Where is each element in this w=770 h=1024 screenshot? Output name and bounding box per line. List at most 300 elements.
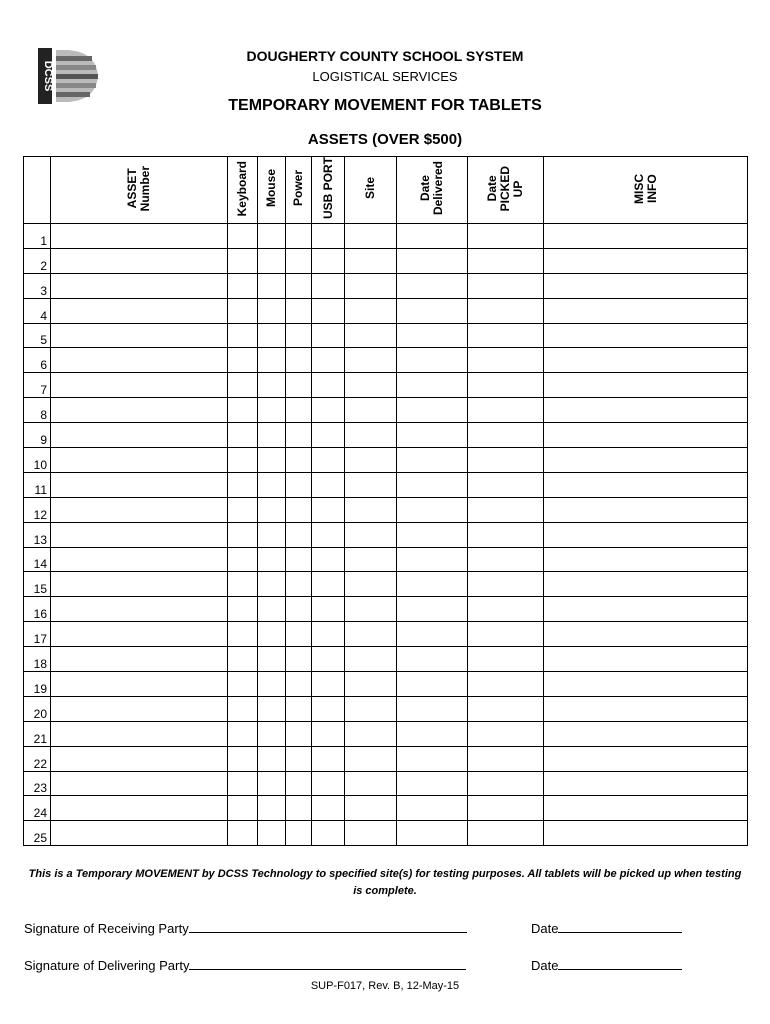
cell-picked[interactable] bbox=[468, 647, 544, 672]
cell-usb[interactable] bbox=[312, 696, 345, 721]
cell-keyboard[interactable] bbox=[228, 746, 258, 771]
cell-misc[interactable] bbox=[544, 647, 748, 672]
row-number: 7 bbox=[24, 373, 51, 398]
cell-picked[interactable] bbox=[468, 472, 544, 497]
cell-keyboard[interactable] bbox=[228, 398, 258, 423]
cell-keyboard[interactable] bbox=[228, 248, 258, 273]
cell-asset[interactable] bbox=[51, 771, 228, 796]
cell-delivered[interactable] bbox=[397, 696, 468, 721]
cell-picked[interactable] bbox=[468, 622, 544, 647]
cell-mouse[interactable] bbox=[258, 622, 286, 647]
cell-misc[interactable] bbox=[544, 298, 748, 323]
cell-power[interactable] bbox=[286, 224, 312, 249]
cell-delivered[interactable] bbox=[397, 298, 468, 323]
cell-site[interactable] bbox=[345, 696, 397, 721]
cell-usb[interactable] bbox=[312, 597, 345, 622]
cell-picked[interactable] bbox=[468, 348, 544, 373]
cell-usb[interactable] bbox=[312, 298, 345, 323]
table-row bbox=[24, 547, 748, 572]
receiving-signature-label: Signature of Receiving Party bbox=[24, 921, 189, 936]
cell-mouse[interactable] bbox=[258, 298, 286, 323]
cell-power[interactable] bbox=[286, 472, 312, 497]
table-row bbox=[24, 298, 748, 323]
cell-keyboard[interactable] bbox=[228, 423, 258, 448]
cell-picked[interactable] bbox=[468, 273, 544, 298]
cell-site[interactable] bbox=[345, 622, 397, 647]
table-row bbox=[24, 273, 748, 298]
cell-keyboard[interactable] bbox=[228, 796, 258, 821]
cell-site[interactable] bbox=[345, 248, 397, 273]
form-footer: SUP-F017, Rev. B, 12-May-15 bbox=[310, 980, 460, 992]
cell-mouse[interactable] bbox=[258, 547, 286, 572]
row-number: 9 bbox=[24, 423, 51, 448]
cell-mouse[interactable] bbox=[258, 796, 286, 821]
cell-misc[interactable] bbox=[544, 572, 748, 597]
cell-delivered[interactable] bbox=[397, 348, 468, 373]
cell-power[interactable] bbox=[286, 448, 312, 473]
cell-misc[interactable] bbox=[544, 472, 748, 497]
cell-delivered[interactable] bbox=[397, 721, 468, 746]
cell-picked[interactable] bbox=[468, 746, 544, 771]
row-number: 18 bbox=[24, 647, 51, 672]
cell-keyboard[interactable] bbox=[228, 672, 258, 697]
cell-keyboard[interactable] bbox=[228, 298, 258, 323]
cell-mouse[interactable] bbox=[258, 597, 286, 622]
cell-asset[interactable] bbox=[51, 224, 228, 249]
cell-delivered[interactable] bbox=[397, 224, 468, 249]
cell-asset[interactable] bbox=[51, 348, 228, 373]
cell-usb[interactable] bbox=[312, 423, 345, 448]
row-number: 3 bbox=[24, 273, 51, 298]
receiving-date-line[interactable] bbox=[558, 920, 682, 933]
cell-power[interactable] bbox=[286, 771, 312, 796]
cell-delivered[interactable] bbox=[397, 622, 468, 647]
cell-picked[interactable] bbox=[468, 373, 544, 398]
cell-mouse[interactable] bbox=[258, 348, 286, 373]
cell-power[interactable] bbox=[286, 348, 312, 373]
table-row bbox=[24, 472, 748, 497]
cell-site[interactable] bbox=[345, 298, 397, 323]
cell-keyboard[interactable] bbox=[228, 224, 258, 249]
cell-site[interactable] bbox=[345, 821, 397, 846]
cell-asset[interactable] bbox=[51, 373, 228, 398]
cell-mouse[interactable] bbox=[258, 771, 286, 796]
row-number: 25 bbox=[24, 821, 51, 846]
cell-usb[interactable] bbox=[312, 746, 345, 771]
cell-misc[interactable] bbox=[544, 497, 748, 522]
table-row bbox=[24, 672, 748, 697]
column-label-asset: ASSET Number bbox=[125, 165, 152, 212]
cell-usb[interactable] bbox=[312, 224, 345, 249]
cell-keyboard[interactable] bbox=[228, 497, 258, 522]
table-row bbox=[24, 448, 748, 473]
cell-site[interactable] bbox=[345, 273, 397, 298]
cell-power[interactable] bbox=[286, 398, 312, 423]
cell-asset[interactable] bbox=[51, 398, 228, 423]
delivering-date-field[interactable] bbox=[531, 957, 682, 973]
cell-site[interactable] bbox=[345, 522, 397, 547]
delivering-signature-line[interactable] bbox=[189, 957, 466, 970]
row-number: 16 bbox=[24, 597, 51, 622]
cell-mouse[interactable] bbox=[258, 248, 286, 273]
column-header-picked bbox=[468, 157, 544, 224]
cell-site[interactable] bbox=[345, 672, 397, 697]
cell-keyboard[interactable] bbox=[228, 821, 258, 846]
table-row bbox=[24, 821, 748, 846]
cell-site[interactable] bbox=[345, 597, 397, 622]
cell-keyboard[interactable] bbox=[228, 647, 258, 672]
cell-site[interactable] bbox=[345, 547, 397, 572]
row-number: 17 bbox=[24, 622, 51, 647]
column-header-usb bbox=[312, 157, 345, 224]
cell-keyboard[interactable] bbox=[228, 348, 258, 373]
cell-power[interactable] bbox=[286, 547, 312, 572]
cell-usb[interactable] bbox=[312, 248, 345, 273]
cell-power[interactable] bbox=[286, 746, 312, 771]
row-number: 1 bbox=[24, 224, 51, 249]
cell-site[interactable] bbox=[345, 448, 397, 473]
row-number: 8 bbox=[24, 398, 51, 423]
cell-misc[interactable] bbox=[544, 547, 748, 572]
cell-usb[interactable] bbox=[312, 448, 345, 473]
cell-delivered[interactable] bbox=[397, 771, 468, 796]
cell-power[interactable] bbox=[286, 672, 312, 697]
cell-keyboard[interactable] bbox=[228, 597, 258, 622]
cell-delivered[interactable] bbox=[397, 373, 468, 398]
table-row bbox=[24, 522, 748, 547]
table-row bbox=[24, 746, 748, 771]
cell-picked[interactable] bbox=[468, 248, 544, 273]
cell-usb[interactable] bbox=[312, 348, 345, 373]
cell-keyboard[interactable] bbox=[228, 696, 258, 721]
cell-usb[interactable] bbox=[312, 721, 345, 746]
cell-picked[interactable] bbox=[468, 398, 544, 423]
cell-power[interactable] bbox=[286, 323, 312, 348]
cell-misc[interactable] bbox=[544, 821, 748, 846]
cell-asset[interactable] bbox=[51, 472, 228, 497]
table-row bbox=[24, 647, 748, 672]
table-row bbox=[24, 323, 748, 348]
cell-misc[interactable] bbox=[544, 622, 748, 647]
table-row bbox=[24, 771, 748, 796]
cell-mouse[interactable] bbox=[258, 497, 286, 522]
org-name: DOUGHERTY COUNTY SCHOOL SYSTEM bbox=[246, 48, 524, 64]
cell-asset[interactable] bbox=[51, 597, 228, 622]
cell-picked[interactable] bbox=[468, 572, 544, 597]
cell-picked[interactable] bbox=[468, 821, 544, 846]
cell-asset[interactable] bbox=[51, 248, 228, 273]
cell-asset[interactable] bbox=[51, 547, 228, 572]
cell-mouse[interactable] bbox=[258, 323, 286, 348]
column-label-picked: Date PICKED UP bbox=[485, 165, 525, 212]
cell-keyboard[interactable] bbox=[228, 547, 258, 572]
cell-power[interactable] bbox=[286, 647, 312, 672]
receiving-date-field[interactable] bbox=[531, 920, 682, 936]
cell-asset[interactable] bbox=[51, 796, 228, 821]
cell-power[interactable] bbox=[286, 298, 312, 323]
cell-delivered[interactable] bbox=[397, 572, 468, 597]
cell-power[interactable] bbox=[286, 248, 312, 273]
cell-delivered[interactable] bbox=[397, 248, 468, 273]
cell-keyboard[interactable] bbox=[228, 572, 258, 597]
cell-delivered[interactable] bbox=[397, 448, 468, 473]
column-header-delivered bbox=[397, 157, 468, 224]
cell-power[interactable] bbox=[286, 696, 312, 721]
row-number: 10 bbox=[24, 448, 51, 473]
cell-delivered[interactable] bbox=[397, 497, 468, 522]
cell-site[interactable] bbox=[345, 224, 397, 249]
cell-site[interactable] bbox=[345, 796, 397, 821]
cell-power[interactable] bbox=[286, 821, 312, 846]
column-header-keyboard bbox=[228, 157, 258, 224]
cell-mouse[interactable] bbox=[258, 423, 286, 448]
column-header-asset bbox=[51, 157, 228, 224]
temporary-movement-note: This is a Temporary MOVEMENT by DCSS Technology to specified site(s) for testing purposes. All tablets will be picked up when testing is complete. bbox=[28, 868, 742, 897]
cell-mouse[interactable] bbox=[258, 398, 286, 423]
table-row bbox=[24, 597, 748, 622]
cell-keyboard[interactable] bbox=[228, 771, 258, 796]
cell-delivered[interactable] bbox=[397, 672, 468, 697]
table-row bbox=[24, 721, 748, 746]
cell-power[interactable] bbox=[286, 373, 312, 398]
cell-delivered[interactable] bbox=[397, 647, 468, 672]
cell-delivered[interactable] bbox=[397, 821, 468, 846]
cell-misc[interactable] bbox=[544, 448, 748, 473]
cell-site[interactable] bbox=[345, 721, 397, 746]
delivering-signature-field[interactable] bbox=[24, 957, 466, 973]
cell-misc[interactable] bbox=[544, 746, 748, 771]
cell-misc[interactable] bbox=[544, 771, 748, 796]
cell-mouse[interactable] bbox=[258, 746, 286, 771]
column-label-power: Power bbox=[291, 170, 305, 207]
column-header-misc bbox=[544, 157, 748, 224]
cell-asset[interactable] bbox=[51, 672, 228, 697]
cell-site[interactable] bbox=[345, 472, 397, 497]
cell-mouse[interactable] bbox=[258, 721, 286, 746]
cell-picked[interactable] bbox=[468, 597, 544, 622]
cell-usb[interactable] bbox=[312, 273, 345, 298]
cell-misc[interactable] bbox=[544, 721, 748, 746]
cell-usb[interactable] bbox=[312, 771, 345, 796]
cell-site[interactable] bbox=[345, 746, 397, 771]
cell-misc[interactable] bbox=[544, 323, 748, 348]
cell-mouse[interactable] bbox=[258, 572, 286, 597]
row-number: 14 bbox=[24, 547, 51, 572]
cell-misc[interactable] bbox=[544, 796, 748, 821]
cell-usb[interactable] bbox=[312, 622, 345, 647]
table-row bbox=[24, 224, 748, 249]
receiving-signature-field[interactable] bbox=[24, 920, 467, 936]
cell-asset[interactable] bbox=[51, 647, 228, 672]
cell-misc[interactable] bbox=[544, 423, 748, 448]
cell-mouse[interactable] bbox=[258, 273, 286, 298]
cell-asset[interactable] bbox=[51, 746, 228, 771]
cell-keyboard[interactable] bbox=[228, 323, 258, 348]
cell-usb[interactable] bbox=[312, 647, 345, 672]
cell-usb[interactable] bbox=[312, 522, 345, 547]
cell-misc[interactable] bbox=[544, 348, 748, 373]
cell-picked[interactable] bbox=[468, 522, 544, 547]
row-number: 2 bbox=[24, 248, 51, 273]
cell-site[interactable] bbox=[345, 398, 397, 423]
cell-delivered[interactable] bbox=[397, 597, 468, 622]
row-number: 12 bbox=[24, 497, 51, 522]
cell-site[interactable] bbox=[345, 771, 397, 796]
cell-mouse[interactable] bbox=[258, 448, 286, 473]
cell-usb[interactable] bbox=[312, 672, 345, 697]
row-number: 21 bbox=[24, 721, 51, 746]
cell-asset[interactable] bbox=[51, 821, 228, 846]
table-header-row bbox=[24, 157, 748, 224]
cell-delivered[interactable] bbox=[397, 273, 468, 298]
cell-asset[interactable] bbox=[51, 298, 228, 323]
cell-usb[interactable] bbox=[312, 796, 345, 821]
cell-site[interactable] bbox=[345, 323, 397, 348]
cell-site[interactable] bbox=[345, 373, 397, 398]
cell-site[interactable] bbox=[345, 348, 397, 373]
cell-picked[interactable] bbox=[468, 224, 544, 249]
cell-asset[interactable] bbox=[51, 622, 228, 647]
cell-power[interactable] bbox=[286, 721, 312, 746]
cell-delivered[interactable] bbox=[397, 522, 468, 547]
cell-mouse[interactable] bbox=[258, 373, 286, 398]
cell-power[interactable] bbox=[286, 522, 312, 547]
cell-usb[interactable] bbox=[312, 572, 345, 597]
column-label-site: Site bbox=[363, 177, 377, 200]
table-row bbox=[24, 248, 748, 273]
cell-usb[interactable] bbox=[312, 821, 345, 846]
column-header-num bbox=[24, 157, 51, 224]
cell-delivered[interactable] bbox=[397, 423, 468, 448]
cell-keyboard[interactable] bbox=[228, 622, 258, 647]
cell-power[interactable] bbox=[286, 423, 312, 448]
table-row bbox=[24, 373, 748, 398]
cell-mouse[interactable] bbox=[258, 472, 286, 497]
cell-misc[interactable] bbox=[544, 398, 748, 423]
table-row bbox=[24, 348, 748, 373]
cell-power[interactable] bbox=[286, 796, 312, 821]
cell-delivered[interactable] bbox=[397, 547, 468, 572]
table-row bbox=[24, 497, 748, 522]
cell-power[interactable] bbox=[286, 622, 312, 647]
cell-mouse[interactable] bbox=[258, 647, 286, 672]
cell-picked[interactable] bbox=[468, 696, 544, 721]
cell-asset[interactable] bbox=[51, 721, 228, 746]
row-number: 15 bbox=[24, 572, 51, 597]
cell-asset[interactable] bbox=[51, 497, 228, 522]
cell-delivered[interactable] bbox=[397, 323, 468, 348]
cell-picked[interactable] bbox=[468, 298, 544, 323]
cell-asset[interactable] bbox=[51, 323, 228, 348]
cell-usb[interactable] bbox=[312, 323, 345, 348]
receiving-date-label: Date bbox=[531, 921, 559, 936]
row-number: 22 bbox=[24, 746, 51, 771]
cell-picked[interactable] bbox=[468, 423, 544, 448]
cell-keyboard[interactable] bbox=[228, 472, 258, 497]
cell-picked[interactable] bbox=[468, 721, 544, 746]
cell-delivered[interactable] bbox=[397, 796, 468, 821]
cell-misc[interactable] bbox=[544, 522, 748, 547]
cell-picked[interactable] bbox=[468, 323, 544, 348]
cell-mouse[interactable] bbox=[258, 696, 286, 721]
cell-picked[interactable] bbox=[468, 672, 544, 697]
cell-asset[interactable] bbox=[51, 423, 228, 448]
cell-mouse[interactable] bbox=[258, 224, 286, 249]
cell-misc[interactable] bbox=[544, 373, 748, 398]
cell-picked[interactable] bbox=[468, 771, 544, 796]
cell-usb[interactable] bbox=[312, 398, 345, 423]
column-label-keyboard: Keyboard bbox=[235, 160, 249, 217]
cell-usb[interactable] bbox=[312, 497, 345, 522]
cell-site[interactable] bbox=[345, 572, 397, 597]
cell-usb[interactable] bbox=[312, 472, 345, 497]
cell-mouse[interactable] bbox=[258, 522, 286, 547]
receiving-signature-line[interactable] bbox=[189, 920, 467, 933]
delivering-date-line[interactable] bbox=[558, 957, 682, 970]
cell-keyboard[interactable] bbox=[228, 273, 258, 298]
cell-power[interactable] bbox=[286, 497, 312, 522]
cell-keyboard[interactable] bbox=[228, 721, 258, 746]
cell-misc[interactable] bbox=[544, 273, 748, 298]
cell-asset[interactable] bbox=[51, 522, 228, 547]
cell-site[interactable] bbox=[345, 647, 397, 672]
cell-keyboard[interactable] bbox=[228, 448, 258, 473]
table-row bbox=[24, 696, 748, 721]
column-label-usb: USB PORT bbox=[320, 157, 335, 220]
cell-asset[interactable] bbox=[51, 696, 228, 721]
cell-misc[interactable] bbox=[544, 248, 748, 273]
cell-delivered[interactable] bbox=[397, 472, 468, 497]
cell-site[interactable] bbox=[345, 423, 397, 448]
cell-mouse[interactable] bbox=[258, 672, 286, 697]
cell-picked[interactable] bbox=[468, 497, 544, 522]
cell-misc[interactable] bbox=[544, 672, 748, 697]
row-number: 6 bbox=[24, 348, 51, 373]
row-number: 11 bbox=[24, 472, 51, 497]
row-number: 19 bbox=[24, 672, 51, 697]
form-subtitle: ASSETS (OVER $500) bbox=[307, 131, 463, 148]
row-number: 5 bbox=[24, 323, 51, 348]
cell-power[interactable] bbox=[286, 572, 312, 597]
row-number: 4 bbox=[24, 298, 51, 323]
cell-mouse[interactable] bbox=[258, 821, 286, 846]
delivering-date-label: Date bbox=[531, 958, 559, 973]
cell-power[interactable] bbox=[286, 597, 312, 622]
cell-misc[interactable] bbox=[544, 696, 748, 721]
cell-misc[interactable] bbox=[544, 597, 748, 622]
cell-asset[interactable] bbox=[51, 273, 228, 298]
column-label-misc: MISC INFO bbox=[631, 173, 659, 204]
cell-usb[interactable] bbox=[312, 373, 345, 398]
cell-site[interactable] bbox=[345, 497, 397, 522]
cell-delivered[interactable] bbox=[397, 398, 468, 423]
delivering-signature-label: Signature of Delivering Party bbox=[24, 958, 190, 973]
column-label-delivered: Date Delivered bbox=[418, 161, 445, 216]
cell-power[interactable] bbox=[286, 273, 312, 298]
logo-text: DCSS bbox=[42, 60, 54, 92]
cell-picked[interactable] bbox=[468, 547, 544, 572]
cell-keyboard[interactable] bbox=[228, 373, 258, 398]
cell-asset[interactable] bbox=[51, 448, 228, 473]
row-number: 13 bbox=[24, 522, 51, 547]
cell-picked[interactable] bbox=[468, 796, 544, 821]
cell-asset[interactable] bbox=[51, 572, 228, 597]
cell-delivered[interactable] bbox=[397, 746, 468, 771]
cell-picked[interactable] bbox=[468, 448, 544, 473]
cell-keyboard[interactable] bbox=[228, 522, 258, 547]
cell-misc[interactable] bbox=[544, 224, 748, 249]
cell-usb[interactable] bbox=[312, 547, 345, 572]
